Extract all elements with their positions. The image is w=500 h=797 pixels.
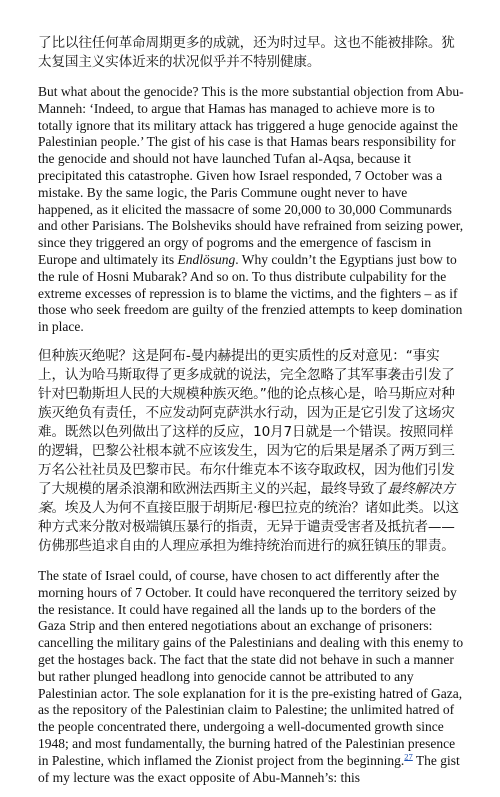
document-page	[38, 34, 464, 797]
footnote-link[interactable]: 27	[404, 751, 413, 762]
paragraph-text: 。埃及人为何不直接臣服于胡斯尼·穆巴拉克的统治？诸如此类。以这种方式来分散对极端镇压暴行的指责，无异于谴责受害者及抵抗者——仿佛那些追求自由的人理应承担为维持统治而进行的疯狂镇压的罪责。	[38, 499, 459, 554]
paragraph-en-israel-response	[38, 568, 464, 786]
italic-term: Endlösung	[177, 251, 236, 267]
italic-term: 最终解决方案	[38, 480, 455, 516]
paragraph-en-genocide-objection	[38, 84, 464, 336]
paragraph-zh-1	[38, 34, 464, 72]
paragraph-text: The state of Israel could, of course, have chosen to act differently after the morning hours of 7 October. It could have reconquered the territory seized by the resistance. It could have regained all the lands up to the borders of the Gaza Strip and then entered negotiations about an exchange of prisoners: cancelling the military gains of the Palestinians and dealing with this enemy to get the hostages back. The fact that the state did not behave in such a manner but rather plunged headlong into genocide cannot be attributed to any Palestinian actor. The sole explanation for it is the pre-existing hatred of Gaza, as the repository of the Palestinian claim to Palestine; the unlimited hatred of the people concentrated there, undergoing a well-documented growth since 1948; and most fundamentally, the burning hatred of the Palestinian presence in Palestine, which inflamed the Zionist project from the beginning.	[38, 567, 464, 768]
paragraph-text: . Why couldn’t the Egyptians just bow to the rule of Hosni Mubarak? And so on. To thus distribute culpability for the extreme excesses of repression is to blame the victims, and the fighters – as if those who seek freedom are guilty of the frenzied attempts to keep domination in place.	[38, 251, 463, 335]
paragraph-text: The gist of my lecture was the exact opposite of Abu-Manneh’s: this	[38, 752, 460, 785]
paragraph-text: 但种族灭绝呢？这是阿布-曼内赫提出的更实质性的反对意见：“事实上，认为哈马斯取得了更多成就的说法，完全忽略了其军事袭击引发了针对巴勒斯坦人民的大规模种族灭绝。”他的论点核心是，哈马斯应对种族灭绝负有责任，不应发动阿克萨洪水行动，因为正是它引发了这场灾难。既然以色列做出了这样的反应，10月7日就是一个错误。按照同样的逻辑，巴黎公社根本就不应该发生，因为它的后果是屠杀了两万到三万名公社社员及巴黎市民。布尔什维克本不该夺取政权，因为他们引发了大规模的屠杀浪潮和欧洲法西斯主义的兴起，最终导致了	[38, 347, 455, 497]
paragraph-zh-genocide-objection	[38, 347, 464, 556]
paragraph-text: 了比以往任何革命周期更多的成就，还为时过早。这也不能被排除。犹太复国主义实体近来的状况似乎并不特别健康。	[38, 35, 455, 70]
paragraph-text: But what about the genocide? This is the more substantial objection from Abu-Manneh: ‘Indeed, to argue that Hamas has managed to achieve more is to totally ignore that its military attack has triggered a huge genocide against the Palestinian people.’ The gist of his case is that Hamas bears responsibility for the genocide and should not have launched Tufan al-Aqsa, because it precipitated this catastrophe. Given how Israel responded, 7 October was a mistake. By the same logic, the Paris Commune ought never to have happened, as it elicited the massacre of some 20,000 to 30,000 Communards and other Parisians. The Bolsheviks should have refrained from seizing power, since they triggered an orgy of pogroms and the emergence of fascism in Europe and ultimately its	[38, 84, 464, 267]
